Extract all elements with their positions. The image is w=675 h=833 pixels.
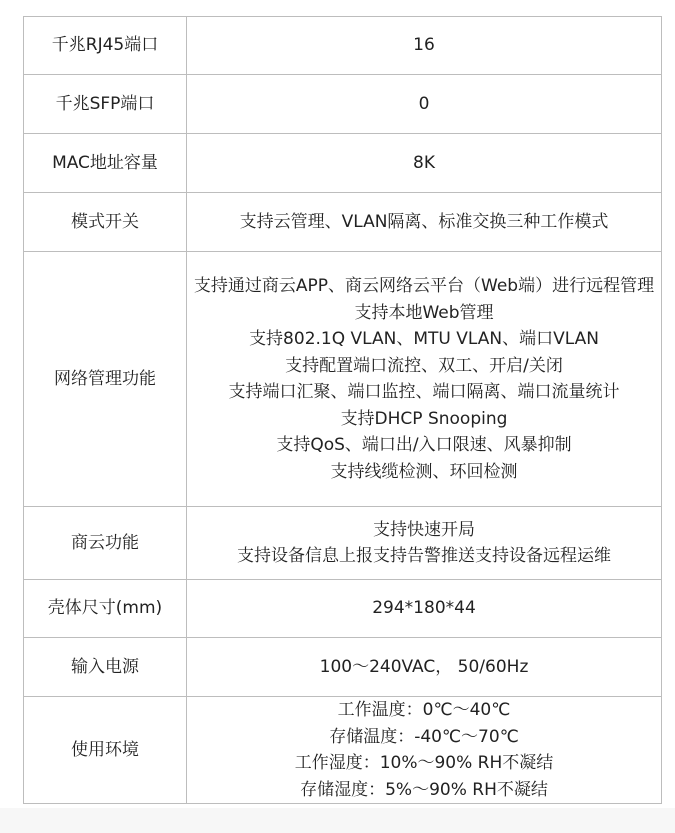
table-row [24,507,662,580]
table-row [24,134,662,193]
spec-value [187,507,662,580]
spec-value-line: 8K [413,152,435,173]
spec-label: 千兆RJ45端口 [24,17,187,75]
spec-value-line: 支持端口汇聚、端口监控、端口隔离、端口流量统计 [228,382,620,402]
spec-value-line: 0 [418,93,430,114]
spec-value-line: 294*180*44 [372,598,476,619]
table-row [24,580,662,638]
spec-label: MAC地址容量 [24,134,187,193]
spec-value-line: 16 [413,35,435,56]
spec-value-line: 支持本地Web管理 [354,302,494,323]
spec-value-line: 工作湿度：10%～90% RH不凝结 [294,753,554,773]
table-row [24,252,662,507]
spec-value [187,75,662,134]
table-row [24,75,662,134]
spec-value-line: 支持云管理、VLAN隔离、标准交换三种工作模式 [239,211,609,232]
spec-value-line: 存储湿度：5%～90% RH不凝结 [300,779,548,800]
spec-label: 网络管理功能 [24,252,187,507]
spec-value-line: 支持线缆检测、环回检测 [330,461,518,482]
spec-value [187,697,662,804]
spec-value-line: 支持802.1Q VLAN、MTU VLAN、端口VLAN [249,329,599,349]
spec-label: 使用环境 [24,697,187,804]
table-row [24,193,662,252]
spec-table [23,16,662,804]
spec-value [187,134,662,193]
spec-value-line: 支持QoS、端口出/入口限速、风暴抑制 [276,435,572,455]
spec-value-line: 支持设备信息上报支持告警推送支持设备远程运维 [237,546,611,566]
spec-label: 输入电源 [24,638,187,697]
spec-value [187,638,662,697]
spec-value-line: 存储温度：-40℃～70℃ [329,726,519,747]
spec-value [187,580,662,638]
spec-value [187,17,662,75]
spec-value-line: 工作温度：0℃～40℃ [337,700,511,720]
spec-label: 千兆SFP端口 [24,75,187,134]
spec-value-line: 支持通过商云APP、商云网络云平台（Web端）进行远程管理 [193,276,655,296]
spec-value-line: 支持DHCP Snooping [340,408,508,429]
spec-value-line: 支持快速开局 [373,519,475,540]
table-row [24,638,662,697]
spec-label: 模式开关 [24,193,187,252]
spec-value-line: 100～240VAC， 50/60Hz [319,656,529,677]
spec-label: 商云功能 [24,507,187,580]
table-row [24,697,662,804]
spec-value [187,252,662,507]
spec-value [187,193,662,252]
table-row [24,17,662,75]
spec-label: 壳体尺寸(mm) [24,580,187,638]
page-bottom-background [0,808,675,833]
spec-value-line: 支持配置端口流控、双工、开启/关闭 [285,355,563,376]
